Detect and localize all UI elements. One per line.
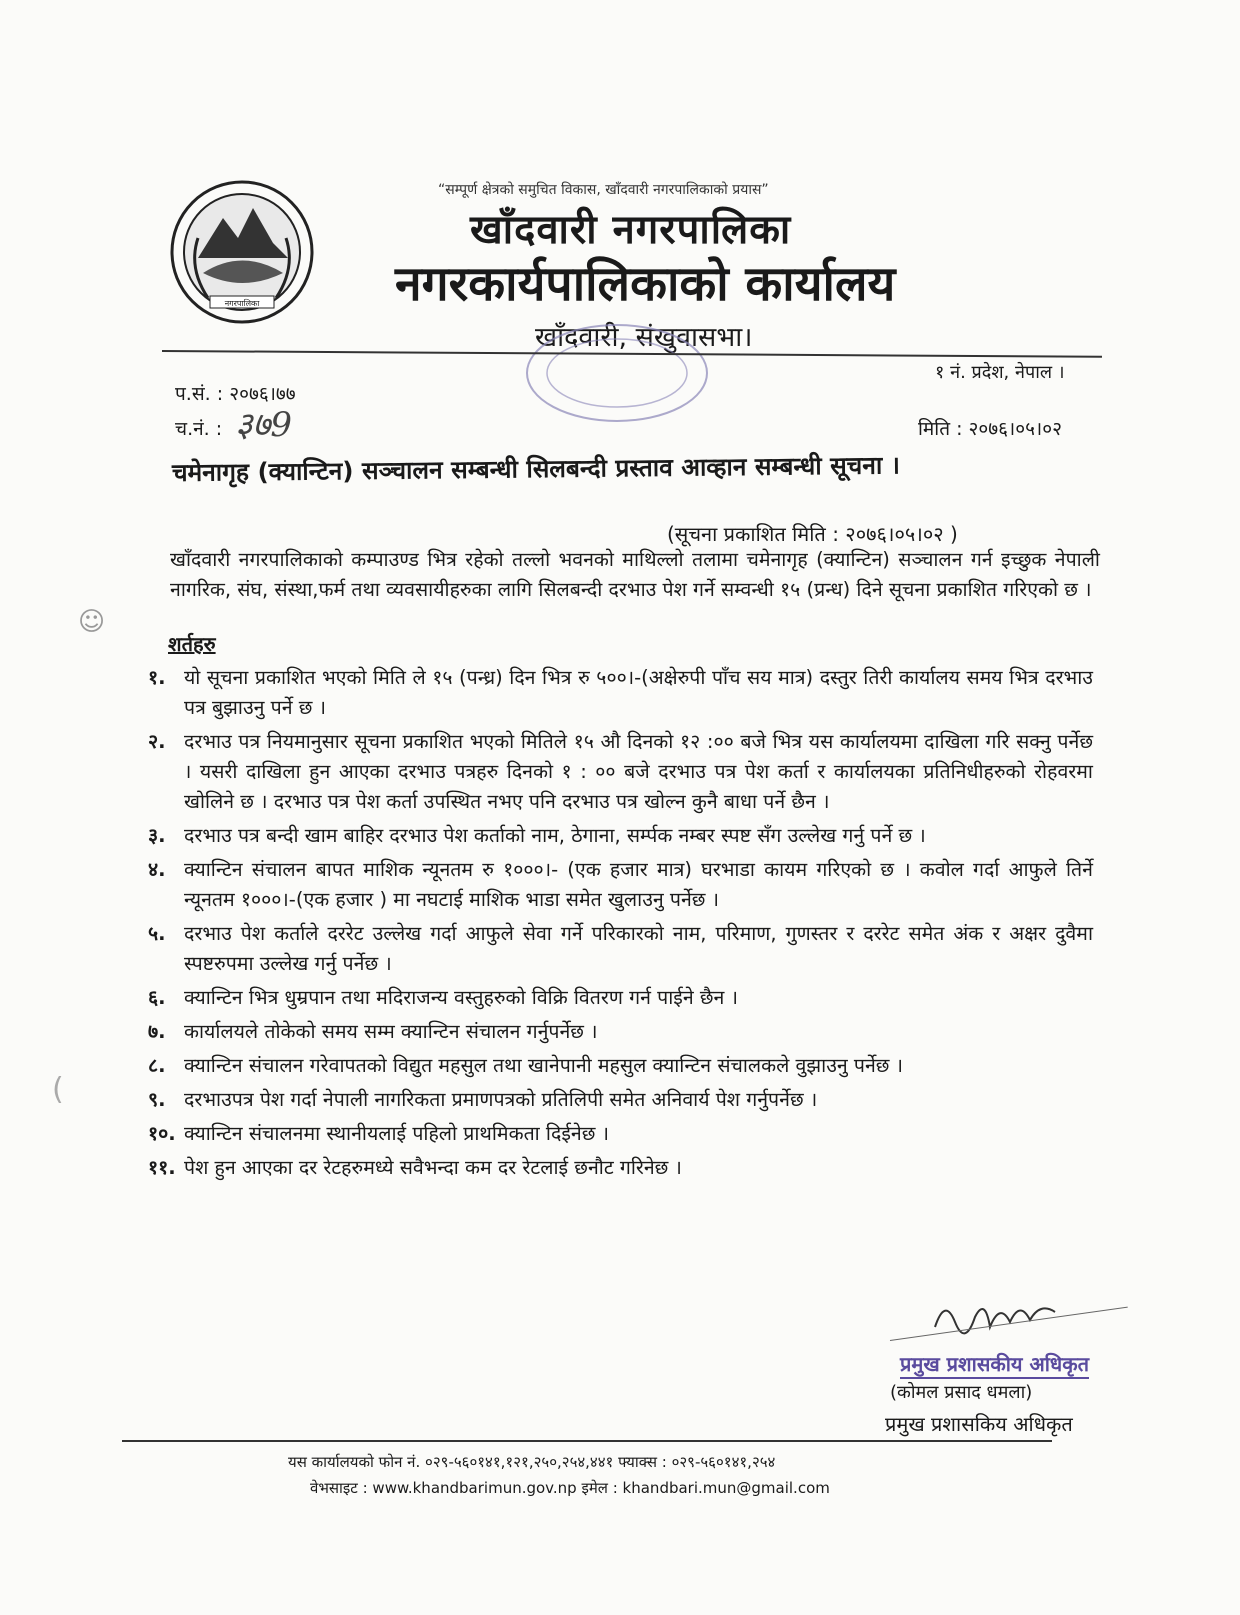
signature-block [890,1292,1120,1402]
term-number: ३. [148,824,166,847]
term-item [148,1017,1093,1047]
signatory-name: (कोमल प्रसाद धमला) [890,1382,1033,1403]
term-item [148,821,1093,851]
footer-web-email: वेभसाइट : www.khandbarimun.gov.np इमेल : khandbari.mun@gmail.com [310,1479,830,1497]
term-number: १०. [148,1122,176,1145]
term-item [148,983,1093,1013]
term-text: कार्यालयले तोकेको समय सम्म क्यान्टिन संचालन गर्नुपर्नेछ । [184,1020,598,1043]
province: १ नं. प्रदेश, नेपाल । [935,362,1065,383]
motto: “सम्पूर्ण क्षेत्रको समुचित विकास, खाँदवारी नगरपालिकाको प्रयास” [438,182,769,198]
footer-divider [122,1440,1052,1442]
term-item [148,855,1093,915]
term-number: ६. [148,986,166,1009]
term-item [148,919,1093,979]
signature-stamp: प्रमुख प्रशासकीय अधिकृत [900,1350,1089,1379]
term-text: क्यान्टिन संचालन गरेवापतको विद्युत महसुल तथा खानेपानी महसुल क्यान्टिन संचालकले वुझाउनु पर्नेछ । [184,1054,904,1077]
term-text: क्यान्टिन भित्र धुम्रपान तथा मदिराजन्य वस्तुहरुको विक्रि वितरण गर्न पाईने छैन । [184,986,738,1009]
municipality-name: खाँदवारी नगरपालिका [470,207,792,253]
term-item [148,1051,1093,1081]
reference-number: प.सं. : २०७६।७७ [175,383,296,405]
term-number: ७. [148,1020,166,1043]
dispatch-number-label: च.नं. : [175,418,223,440]
term-number: ९. [148,1088,166,1111]
office-name: नगरकार्यपालिकाको कार्यालय [395,256,896,312]
term-item [148,1085,1093,1115]
punch-hole-mark: ( [52,1072,64,1107]
term-item [148,727,1093,817]
footer-contact: यस कार्यालयको फोन नं. ०२९-५६०१४१,१२१,२५०,२५४,४४१ फ्याक्स : ०२९-५६०१४१,२५४ [288,1453,776,1471]
term-item [148,1153,1093,1183]
government-emblem [168,178,316,326]
term-number: २. [148,730,166,753]
term-text: क्यान्टिन संचालन बापत माशिक न्यूनतम रु १०००।- (एक हजार मात्र) घरभाडा कायम गरिएको छ । कवोल गर्दा आफुले तिर्ने न्यूनतम १०००।-(एक हजार ) मा नघटाई माशिक भाडा समेत खुलाउनु पर्नेछ । [184,858,1093,911]
emblem-text: नगरपालिका [224,299,260,308]
term-number: ११. [148,1156,176,1179]
office-stamp [520,318,715,428]
signature-scribble [930,1292,1060,1342]
term-number: ५. [148,922,166,945]
term-number: ४. [148,858,166,881]
letter-date: मिति : २०७६।०५।०२ [918,418,1062,440]
term-item [148,663,1093,723]
term-number: १. [148,666,166,689]
published-date: (सूचना प्रकाशित मिति : २०७६।०५।०२ ) [667,522,958,546]
office-address: खाँदवारी, संखुवासभा। [535,322,753,353]
margin-mark: ☺ [78,607,106,637]
term-text: यो सूचना प्रकाशित भएको मिति ले १५ (पन्ध्र) दिन भित्र रु ५००।-(अक्षेरुपी पाँच सय मात्र) दस्तुर तिरी कार्यालय समय भित्र दरभाउ पत्र बुझाउनु पर्ने छ । [184,666,1093,719]
term-text: दरभाउ पत्र नियमानुसार सूचना प्रकाशित भएको मितिले १५ औ दिनको १२ :०० बजे भित्र यस कार्यालयमा दाखिला गरि सक्नु पर्नेछ । यसरी दाखिला हुन आएका दरभाउ पत्रहरु दिनको १ : ०० बजे दरभाउ पत्र पेश कर्ता र कार्यालयका प्रतिनिधीहरुको रोहवरमा खोलिने छ । दरभाउ पत्र पेश कर्ता उपस्थित नभए पनि दरभाउ पत्र खोल्न कुनै बाधा पर्ने छैन । [184,730,1093,813]
term-text: दरभाउपत्र पेश गर्दा नेपाली नागरिकता प्रमाणपत्रको प्रतिलिपी समेत अनिवार्य पेश गर्नुपर्नेछ । [184,1088,818,1111]
term-text: दरभाउ पत्र बन्दी खाम बाहिर दरभाउ पेश कर्ताको नाम, ठेगाना, सर्म्पक नम्बर स्पष्ट सँग उल्लेख गर्नु पर्ने छ । [184,824,926,847]
term-number: ८. [148,1054,166,1077]
terms-list [148,663,1093,1187]
terms-heading: शर्तहरु [168,632,216,656]
term-text: दरभाउ पेश कर्ताले दररेट उल्लेख गर्दा आफुले सेवा गर्ने परिकारको नाम, परिमाण, गुणस्तर र दररेट समेत अंक र अक्षर दुवैमा स्पष्टरुपमा उल्लेख गर्नु पर्नेछ । [184,922,1093,975]
notice-title: चमेनागृह (क्यान्टिन) सञ्चालन सम्बन्धी सिलबन्दी प्रस्ताव आव्हान सम्बन्धी सूचना । [171,450,901,487]
term-text: पेश हुन आएका दर रेटहरुमध्ये सवैभन्दा कम दर रेटलाई छनौट गरिनेछ । [184,1156,682,1179]
notice-intro: खाँदवारी नगरपालिकाको कम्पाउण्ड भित्र रहेको तल्लो भवनको माथिल्लो तलामा चमेनागृह (क्यान्टिन) सञ्चालन गर्न इच्छुक नेपाली नागरिक, संघ, संस्था,फर्म तथा व्यवसायीहरुका लागि सिलबन्दी दरभाउ पेश गर्ने सम्वन्धी १५ (प्रन्ध) दिने सूचना प्रकाशित गरिएको छ । [170,548,1100,601]
signatory-designation: प्रमुख प्रशासकिय अधिकृत [885,1412,1073,1436]
term-item [148,1119,1093,1149]
dispatch-number-handwritten: ३७9 [235,405,292,445]
term-text: क्यान्टिन संचालनमा स्थानीयलाई पहिलो प्राथमिकता दिईनेछ । [184,1122,609,1145]
